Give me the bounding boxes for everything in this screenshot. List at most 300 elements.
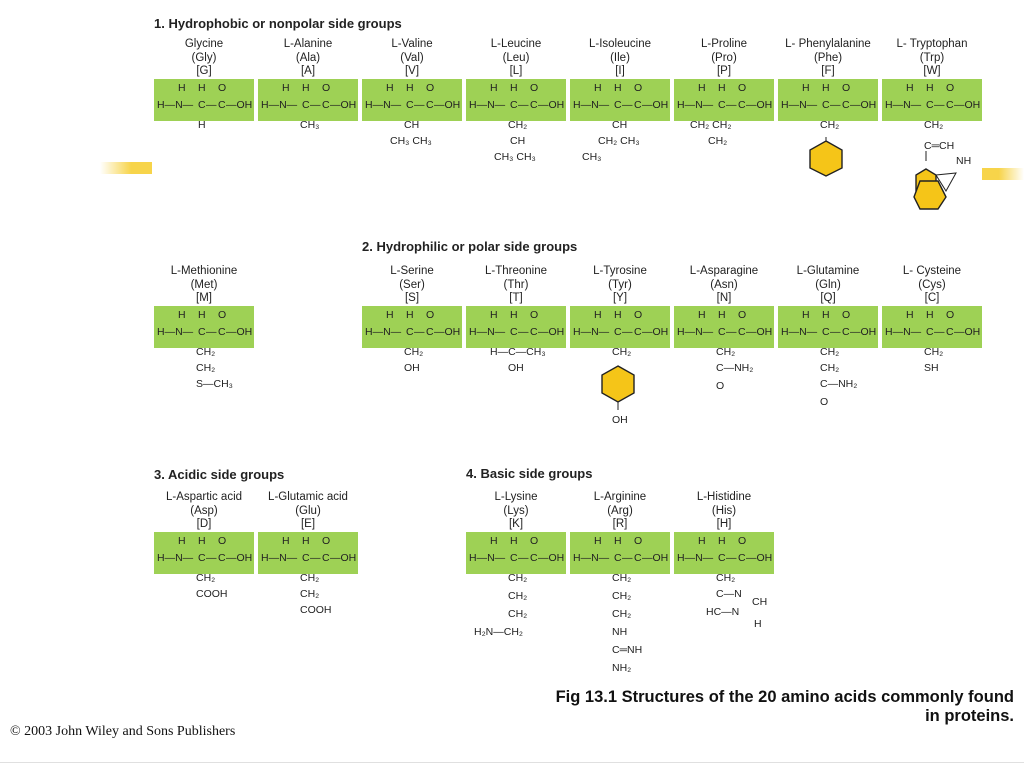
side-chain-label: CH₂ CH₃ bbox=[598, 135, 640, 147]
footer-divider bbox=[0, 762, 1024, 763]
backbone-box bbox=[674, 532, 774, 574]
side-chain-label: CH₂ bbox=[196, 346, 216, 358]
amino-acid-proline bbox=[674, 38, 774, 161]
side-chain bbox=[466, 348, 566, 388]
backbone-box bbox=[258, 79, 358, 121]
copyright-notice: © 2003 John Wiley and Sons Publishers bbox=[10, 724, 236, 739]
backbone-h1: H bbox=[906, 309, 914, 321]
backbone-h2: H bbox=[718, 535, 726, 547]
backbone-box bbox=[154, 79, 254, 121]
aa-name: L- Cysteine bbox=[902, 265, 962, 277]
backbone-carboxyl-carbon: C bbox=[218, 99, 226, 111]
backbone-hydroxyl: —OH bbox=[746, 552, 773, 564]
side-chain bbox=[258, 574, 358, 624]
backbone-amine: H—N— bbox=[573, 326, 610, 338]
backbone-carboxyl-carbon: C bbox=[218, 326, 226, 338]
aa-name: L-Tyrosine bbox=[593, 265, 647, 277]
backbone-hydroxyl: —OH bbox=[330, 99, 357, 111]
backbone-alpha-carbon: C bbox=[198, 99, 206, 111]
aa-code: [I] bbox=[615, 65, 625, 77]
aa-name: L-Aspartic acid bbox=[165, 491, 243, 503]
backbone-o: O bbox=[218, 535, 227, 547]
phenol-ring-icon bbox=[596, 362, 640, 414]
indole-ring-icon bbox=[912, 151, 962, 211]
aa-name: L-Arginine bbox=[593, 491, 647, 503]
aa-code: [R] bbox=[612, 518, 628, 530]
backbone-carboxyl-carbon: C bbox=[634, 326, 642, 338]
side-chain bbox=[570, 121, 670, 171]
section-title-hydrophobic: 1. Hydrophobic or nonpolar side groups bbox=[154, 16, 402, 31]
side-chain-label: CH₂ bbox=[708, 135, 728, 147]
backbone-alpha-carbon: C bbox=[510, 326, 518, 338]
aa-abbr: (Lys) bbox=[503, 504, 529, 517]
backbone-carboxyl-carbon: C bbox=[738, 99, 746, 111]
backbone-bond: — bbox=[518, 326, 529, 338]
backbone-bond: — bbox=[726, 99, 737, 111]
side-chain-label: CH₂ bbox=[508, 119, 528, 131]
backbone-amine: H—N— bbox=[885, 326, 922, 338]
side-chain-label: COOH bbox=[196, 588, 228, 600]
backbone-carboxyl-carbon: C bbox=[322, 99, 330, 111]
backbone-amine: H—N— bbox=[677, 552, 714, 564]
caption-line-1: Fig 13.1 Structures of the 20 amino acids commonly found bbox=[555, 688, 1014, 706]
aa-code: [S] bbox=[404, 292, 420, 304]
highlight-stripe-left bbox=[100, 162, 152, 174]
backbone-hydroxyl: —OH bbox=[226, 99, 253, 111]
side-chain-label: H₂N—CH₂ bbox=[474, 626, 523, 638]
backbone-h1: H bbox=[802, 309, 810, 321]
backbone-h1: H bbox=[490, 535, 498, 547]
backbone-bond: — bbox=[934, 99, 945, 111]
caption-line-2: in proteins. bbox=[925, 707, 1014, 725]
backbone-o: O bbox=[634, 309, 643, 321]
side-chain-label: CH₃ CH₃ bbox=[494, 151, 536, 163]
backbone-amine: H—N— bbox=[573, 99, 610, 111]
backbone-amine: H—N— bbox=[469, 326, 506, 338]
backbone-box bbox=[154, 306, 254, 348]
backbone-box bbox=[778, 306, 878, 348]
backbone-hydroxyl: —OH bbox=[538, 552, 565, 564]
backbone-h1: H bbox=[178, 535, 186, 547]
side-chain-label: CH bbox=[404, 119, 420, 131]
backbone-h1: H bbox=[178, 309, 186, 321]
backbone-amine: H—N— bbox=[261, 552, 298, 564]
side-chain-label: H bbox=[754, 618, 762, 630]
side-chain bbox=[570, 574, 670, 674]
backbone-o: O bbox=[218, 82, 227, 94]
amino-acid-glycine bbox=[154, 38, 254, 161]
aa-name: L-Methionine bbox=[170, 265, 238, 277]
aa-code: [M] bbox=[196, 292, 212, 304]
side-chain-label: NH₂ bbox=[612, 662, 632, 674]
aa-abbr: (Thr) bbox=[503, 278, 529, 291]
backbone-bond: — bbox=[310, 552, 321, 564]
amino-acid-alanine bbox=[258, 38, 358, 161]
aa-abbr: (Ala) bbox=[295, 51, 321, 64]
side-chain-label: CH₂ bbox=[924, 119, 944, 131]
backbone-box bbox=[882, 306, 982, 348]
amino-acid-histidine bbox=[674, 491, 774, 634]
backbone-alpha-carbon: C bbox=[406, 99, 414, 111]
side-chain-label: C═NH bbox=[612, 644, 643, 656]
side-chain-label: CH₂ bbox=[820, 362, 840, 374]
aa-code: [W] bbox=[923, 65, 941, 77]
side-chain-label: CH₂ bbox=[196, 362, 216, 374]
side-chain-label: CH₂ bbox=[716, 572, 736, 584]
backbone-hydroxyl: —OH bbox=[642, 326, 669, 338]
side-chain-label: CH₂ bbox=[300, 588, 320, 600]
side-chain-label: NH bbox=[956, 155, 972, 167]
side-chain-label: CH₂ bbox=[820, 119, 840, 131]
aa-name: L-Asparagine bbox=[689, 265, 759, 277]
backbone-alpha-carbon: C bbox=[198, 552, 206, 564]
backbone-h2: H bbox=[510, 82, 518, 94]
aa-name: L-Histidine bbox=[696, 491, 752, 503]
backbone-carboxyl-carbon: C bbox=[530, 99, 538, 111]
backbone-hydroxyl: —OH bbox=[434, 326, 461, 338]
amino-acid-serine bbox=[362, 265, 462, 388]
aa-name: L-Threonine bbox=[484, 265, 547, 277]
side-chain-label: CH₃ CH₃ bbox=[390, 135, 432, 147]
backbone-alpha-carbon: C bbox=[510, 99, 518, 111]
side-chain-label: O bbox=[716, 380, 725, 392]
side-chain-label: CH₂ bbox=[508, 572, 528, 584]
backbone-o: O bbox=[322, 82, 331, 94]
backbone-carboxyl-carbon: C bbox=[634, 552, 642, 564]
backbone-o: O bbox=[426, 82, 435, 94]
backbone-h2: H bbox=[822, 309, 830, 321]
section-title-acidic: 3. Acidic side groups bbox=[154, 467, 285, 482]
backbone-h1: H bbox=[594, 535, 602, 547]
side-chain-label: CH₂ bbox=[300, 572, 320, 584]
side-chain-label: CH₂ bbox=[820, 346, 840, 358]
side-chain-label: OH bbox=[508, 362, 524, 374]
backbone-o: O bbox=[738, 535, 747, 547]
backbone-alpha-carbon: C bbox=[718, 99, 726, 111]
side-chain-label: CH₂ bbox=[924, 346, 944, 358]
backbone-amine: H—N— bbox=[365, 99, 402, 111]
side-chain-label: CH₂ bbox=[196, 572, 216, 584]
aa-abbr: (Asp) bbox=[190, 504, 218, 517]
backbone-bond: — bbox=[310, 99, 321, 111]
aa-name: L-Alanine bbox=[283, 38, 333, 50]
backbone-hydroxyl: —OH bbox=[954, 326, 981, 338]
backbone-o: O bbox=[842, 82, 851, 94]
side-chain bbox=[466, 121, 566, 171]
amino-acid-asparagine bbox=[674, 265, 774, 408]
backbone-alpha-carbon: C bbox=[302, 552, 310, 564]
backbone-carboxyl-carbon: C bbox=[218, 552, 226, 564]
aa-name: L-Glutamic acid bbox=[268, 491, 348, 503]
aa-code: [N] bbox=[716, 292, 732, 304]
aa-name: L-Glutamine bbox=[796, 265, 860, 277]
backbone-o: O bbox=[738, 82, 747, 94]
backbone-box bbox=[570, 306, 670, 348]
aa-name: L-Proline bbox=[700, 38, 748, 50]
backbone-box bbox=[674, 79, 774, 121]
backbone-carboxyl-carbon: C bbox=[842, 99, 850, 111]
figure-caption bbox=[354, 688, 1014, 726]
backbone-carboxyl-carbon: C bbox=[426, 99, 434, 111]
aa-code: [F] bbox=[821, 65, 835, 77]
backbone-hydroxyl: —OH bbox=[746, 99, 773, 111]
amino-acid-threonine bbox=[466, 265, 566, 388]
backbone-alpha-carbon: C bbox=[822, 326, 830, 338]
side-chain bbox=[882, 121, 982, 221]
side-chain-label: C—NH₂ bbox=[820, 378, 858, 390]
backbone-carboxyl-carbon: C bbox=[322, 552, 330, 564]
backbone-alpha-carbon: C bbox=[302, 99, 310, 111]
backbone-carboxyl-carbon: C bbox=[946, 99, 954, 111]
backbone-bond: — bbox=[622, 326, 633, 338]
side-chain bbox=[154, 574, 254, 614]
backbone-alpha-carbon: C bbox=[614, 552, 622, 564]
side-chain-label: HC—N bbox=[706, 606, 740, 618]
backbone-alpha-carbon: C bbox=[198, 326, 206, 338]
aa-abbr: (Phe) bbox=[813, 51, 843, 64]
highlight-stripe-right bbox=[982, 168, 1024, 180]
aa-abbr: (Val) bbox=[400, 51, 424, 64]
aa-abbr: (His) bbox=[711, 504, 737, 517]
side-chain-label: CH₂ CH₂ bbox=[690, 119, 732, 131]
backbone-h1: H bbox=[698, 82, 706, 94]
aa-name: L-Serine bbox=[390, 265, 434, 277]
backbone-h1: H bbox=[906, 82, 914, 94]
backbone-hydroxyl: —OH bbox=[642, 552, 669, 564]
backbone-box bbox=[674, 306, 774, 348]
side-chain-label: H bbox=[198, 119, 206, 131]
backbone-bond: — bbox=[414, 99, 425, 111]
backbone-h2: H bbox=[614, 535, 622, 547]
side-chain bbox=[882, 348, 982, 388]
side-chain-label: C—NH₂ bbox=[716, 362, 754, 374]
aa-code: [V] bbox=[404, 65, 420, 77]
backbone-box bbox=[778, 79, 878, 121]
backbone-o: O bbox=[530, 82, 539, 94]
backbone-alpha-carbon: C bbox=[510, 552, 518, 564]
backbone-h2: H bbox=[614, 309, 622, 321]
backbone-hydroxyl: —OH bbox=[954, 99, 981, 111]
backbone-h1: H bbox=[386, 309, 394, 321]
side-chain-label: OH bbox=[404, 362, 420, 374]
aa-code: [P] bbox=[716, 65, 732, 77]
side-chain-label: H—C—CH₃ bbox=[490, 346, 546, 358]
aa-code: [L] bbox=[509, 65, 523, 77]
backbone-h2: H bbox=[198, 535, 206, 547]
aa-code: [K] bbox=[508, 518, 524, 530]
amino-acid-leucine bbox=[466, 38, 566, 171]
backbone-o: O bbox=[218, 309, 227, 321]
aa-abbr: (Arg) bbox=[607, 504, 633, 517]
backbone-o: O bbox=[426, 309, 435, 321]
backbone-amine: H—N— bbox=[781, 99, 818, 111]
backbone-h2: H bbox=[822, 82, 830, 94]
side-chain-label: CH bbox=[510, 135, 526, 147]
backbone-bond: — bbox=[414, 326, 425, 338]
backbone-hydroxyl: —OH bbox=[746, 326, 773, 338]
backbone-hydroxyl: —OH bbox=[850, 99, 877, 111]
side-chain-label: COOH bbox=[300, 604, 332, 616]
backbone-bond: — bbox=[726, 552, 737, 564]
side-chain bbox=[778, 121, 878, 181]
amino-acid-aspartic-acid bbox=[154, 491, 254, 614]
aa-code: [Q] bbox=[820, 292, 836, 304]
backbone-carboxyl-carbon: C bbox=[946, 326, 954, 338]
backbone-h1: H bbox=[490, 82, 498, 94]
backbone-box bbox=[466, 79, 566, 121]
backbone-hydroxyl: —OH bbox=[538, 326, 565, 338]
backbone-o: O bbox=[322, 535, 331, 547]
amino-acid-arginine bbox=[570, 491, 670, 674]
side-chain-label: CH₂ bbox=[612, 590, 632, 602]
backbone-h1: H bbox=[802, 82, 810, 94]
aa-code: [G] bbox=[196, 65, 212, 77]
side-chain-label: CH₃ bbox=[300, 119, 320, 131]
aa-code: [A] bbox=[300, 65, 316, 77]
backbone-h2: H bbox=[510, 309, 518, 321]
backbone-amine: H—N— bbox=[885, 99, 922, 111]
backbone-h2: H bbox=[510, 535, 518, 547]
backbone-hydroxyl: —OH bbox=[226, 552, 253, 564]
backbone-carboxyl-carbon: C bbox=[530, 326, 538, 338]
backbone-amine: H—N— bbox=[157, 99, 194, 111]
amino-acid-tryptophan bbox=[882, 38, 982, 221]
backbone-amine: H—N— bbox=[573, 552, 610, 564]
aa-abbr: (Met) bbox=[190, 278, 218, 291]
amino-acid-glutamic-acid bbox=[258, 491, 358, 624]
backbone-h1: H bbox=[282, 535, 290, 547]
backbone-h1: H bbox=[594, 82, 602, 94]
backbone-h2: H bbox=[718, 82, 726, 94]
backbone-h1: H bbox=[698, 535, 706, 547]
aa-code: [C] bbox=[924, 292, 940, 304]
backbone-box bbox=[362, 306, 462, 348]
backbone-box bbox=[570, 79, 670, 121]
backbone-h2: H bbox=[926, 309, 934, 321]
backbone-box bbox=[466, 532, 566, 574]
aa-code: [T] bbox=[509, 292, 523, 304]
backbone-box bbox=[570, 532, 670, 574]
side-chain-label: CH₃ bbox=[582, 151, 602, 163]
aa-abbr: (Ile) bbox=[610, 51, 630, 64]
side-chain-label: SH bbox=[924, 362, 939, 374]
backbone-bond: — bbox=[622, 552, 633, 564]
side-chain-label: CH₂ bbox=[508, 608, 528, 620]
side-chain-label: CH bbox=[752, 596, 768, 608]
side-chain-label: CH bbox=[612, 119, 628, 131]
backbone-box bbox=[362, 79, 462, 121]
backbone-h2: H bbox=[198, 82, 206, 94]
backbone-alpha-carbon: C bbox=[614, 99, 622, 111]
backbone-amine: H—N— bbox=[365, 326, 402, 338]
aa-code: [H] bbox=[716, 518, 732, 530]
amino-acid-isoleucine bbox=[570, 38, 670, 171]
side-chain-label: CH₂ bbox=[612, 572, 632, 584]
backbone-h1: H bbox=[178, 82, 186, 94]
backbone-o: O bbox=[530, 309, 539, 321]
backbone-o: O bbox=[946, 309, 955, 321]
side-chain bbox=[362, 348, 462, 388]
side-chain bbox=[258, 121, 358, 161]
side-chain bbox=[466, 574, 566, 644]
aa-abbr: (Asn) bbox=[710, 278, 738, 291]
side-chain bbox=[674, 574, 774, 634]
amino-acid-phenylalanine bbox=[778, 38, 878, 181]
aa-abbr: (Gln) bbox=[815, 278, 841, 291]
aa-code: [D] bbox=[196, 518, 212, 530]
side-chain-label: CH₂ bbox=[404, 346, 424, 358]
backbone-bond: — bbox=[518, 552, 529, 564]
backbone-o: O bbox=[946, 82, 955, 94]
backbone-carboxyl-carbon: C bbox=[530, 552, 538, 564]
side-chain-label: C═CH bbox=[924, 140, 955, 152]
side-chain bbox=[570, 348, 670, 428]
amino-acid-cysteine bbox=[882, 265, 982, 388]
backbone-alpha-carbon: C bbox=[406, 326, 414, 338]
backbone-h2: H bbox=[302, 535, 310, 547]
backbone-box bbox=[466, 306, 566, 348]
benzene-ring-icon bbox=[804, 137, 848, 177]
backbone-amine: H—N— bbox=[157, 552, 194, 564]
backbone-alpha-carbon: C bbox=[614, 326, 622, 338]
aa-name: L-Lysine bbox=[494, 491, 538, 503]
backbone-bond: — bbox=[830, 326, 841, 338]
backbone-hydroxyl: —OH bbox=[330, 552, 357, 564]
amino-acid-valine bbox=[362, 38, 462, 161]
backbone-bond: — bbox=[830, 99, 841, 111]
backbone-h1: H bbox=[282, 82, 290, 94]
backbone-h2: H bbox=[718, 309, 726, 321]
backbone-amine: H—N— bbox=[677, 326, 714, 338]
backbone-bond: — bbox=[622, 99, 633, 111]
amino-acid-glutamine bbox=[778, 265, 878, 418]
backbone-hydroxyl: —OH bbox=[538, 99, 565, 111]
amino-acid-lysine bbox=[466, 491, 566, 644]
side-chain bbox=[154, 348, 254, 398]
backbone-alpha-carbon: C bbox=[926, 99, 934, 111]
backbone-alpha-carbon: C bbox=[926, 326, 934, 338]
backbone-carboxyl-carbon: C bbox=[738, 326, 746, 338]
backbone-h1: H bbox=[698, 309, 706, 321]
side-chain-label: NH bbox=[612, 626, 628, 638]
backbone-hydroxyl: —OH bbox=[850, 326, 877, 338]
backbone-o: O bbox=[530, 535, 539, 547]
side-chain-label: O bbox=[820, 396, 829, 408]
backbone-amine: H—N— bbox=[781, 326, 818, 338]
backbone-bond: — bbox=[518, 99, 529, 111]
backbone-amine: H—N— bbox=[157, 326, 194, 338]
backbone-amine: H—N— bbox=[469, 552, 506, 564]
aa-abbr: (Leu) bbox=[502, 51, 530, 64]
section-title-hydrophilic: 2. Hydrophilic or polar side groups bbox=[362, 239, 578, 254]
side-chain bbox=[154, 121, 254, 161]
side-chain-label: C—N bbox=[716, 588, 742, 600]
backbone-o: O bbox=[634, 535, 643, 547]
backbone-bond: — bbox=[206, 326, 217, 338]
backbone-hydroxyl: —OH bbox=[642, 99, 669, 111]
backbone-h1: H bbox=[594, 309, 602, 321]
backbone-h2: H bbox=[406, 82, 414, 94]
aa-abbr: (Tyr) bbox=[608, 278, 632, 291]
backbone-h2: H bbox=[406, 309, 414, 321]
aa-abbr: (Glu) bbox=[295, 504, 321, 517]
side-chain bbox=[362, 121, 462, 161]
side-chain-label: S—CH₃ bbox=[196, 378, 233, 390]
aa-name: L-Valine bbox=[391, 38, 433, 50]
backbone-bond: — bbox=[206, 99, 217, 111]
backbone-o: O bbox=[842, 309, 851, 321]
backbone-h2: H bbox=[198, 309, 206, 321]
